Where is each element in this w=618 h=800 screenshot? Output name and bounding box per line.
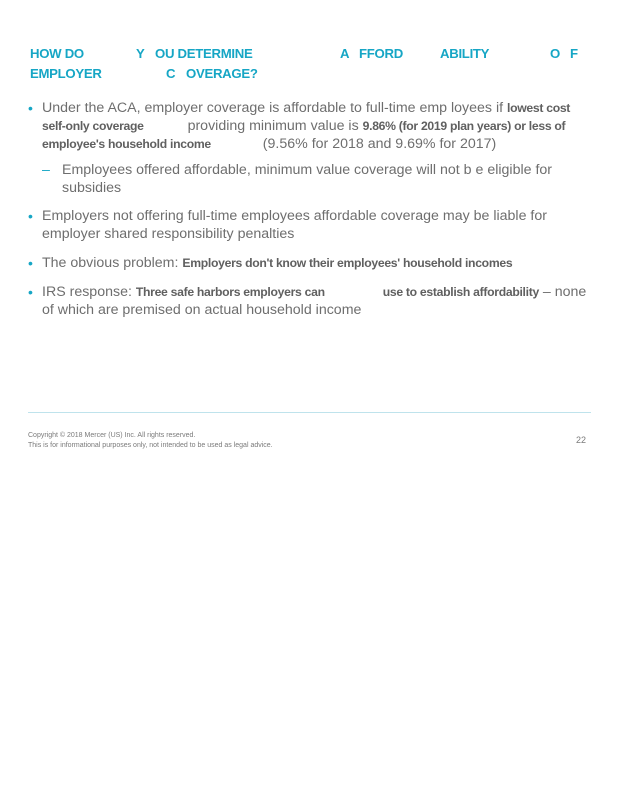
bullet-penalties — [28, 207, 588, 243]
dash-icon: – — [42, 162, 50, 178]
disclaimer-text: This is for informational purposes only, not intended to be used as legal advice. — [28, 442, 273, 449]
title-word: O — [550, 46, 560, 61]
bullet-affordability-rule — [28, 99, 588, 153]
bullet-icon: • — [28, 284, 33, 300]
title-word: A — [340, 46, 350, 61]
bullet-emphasis: 9.86% (for 2019 plan years) or less of employee's household income — [42, 119, 566, 151]
sub-bullet-text: Employees offered affordable, minimum value coverage will not b e eligible for subsidies — [62, 162, 552, 196]
bullet-text: (9.56% for 2018 and 9.69% for 2017) — [258, 136, 497, 152]
sub-bullet-subsidies — [28, 161, 588, 197]
bullet-text: IRS response: — [42, 284, 136, 300]
title-word: OU DETERMINE — [155, 46, 253, 61]
bullet-text: – none of which are premised on actual household income — [42, 284, 587, 318]
bullet-icon: • — [28, 100, 33, 116]
bullet-irs-response — [28, 283, 588, 319]
footer — [28, 431, 273, 451]
bullet-icon: • — [28, 255, 33, 271]
title-word: HOW DO — [30, 46, 84, 61]
title-word: Y — [136, 46, 145, 61]
title-line-1 — [30, 44, 590, 64]
bullet-emphasis: lowest cost self-only coverage — [42, 101, 571, 133]
bullet-text: Employers not offering full-time employees affordable coverage may be liable for employer shared responsibility penalties — [42, 208, 547, 242]
title-word: ABILITY — [440, 46, 490, 61]
bullet-emphasis: use to establish affordability — [382, 285, 539, 299]
title-word: EMPLOYER — [30, 66, 102, 81]
title-word: F — [570, 46, 578, 61]
bullet-list — [28, 99, 588, 327]
slide-title — [30, 44, 590, 84]
bullet-emphasis: Employers don't know their employees' household incomes — [182, 256, 513, 270]
bullet-icon: • — [28, 208, 33, 224]
title-word: OVERAGE? — [186, 66, 258, 81]
bullet-problem — [28, 254, 588, 272]
bullet-emphasis: Three safe harbors employers can — [135, 285, 325, 299]
title-line-2 — [30, 64, 590, 84]
footer-divider — [28, 412, 591, 413]
title-word: FFORD — [359, 46, 403, 61]
bullet-text: The obvious problem: — [42, 255, 183, 271]
page-number: 22 — [575, 435, 586, 445]
title-word: C — [166, 66, 176, 81]
bullet-text: Under the ACA, employer coverage is affordable to full-time emp loyees if — [42, 100, 507, 116]
copyright-text: Copyright © 2018 Mercer (US) Inc. All rights reserved. — [28, 432, 196, 439]
bullet-text: providing minimum value is — [183, 118, 363, 134]
